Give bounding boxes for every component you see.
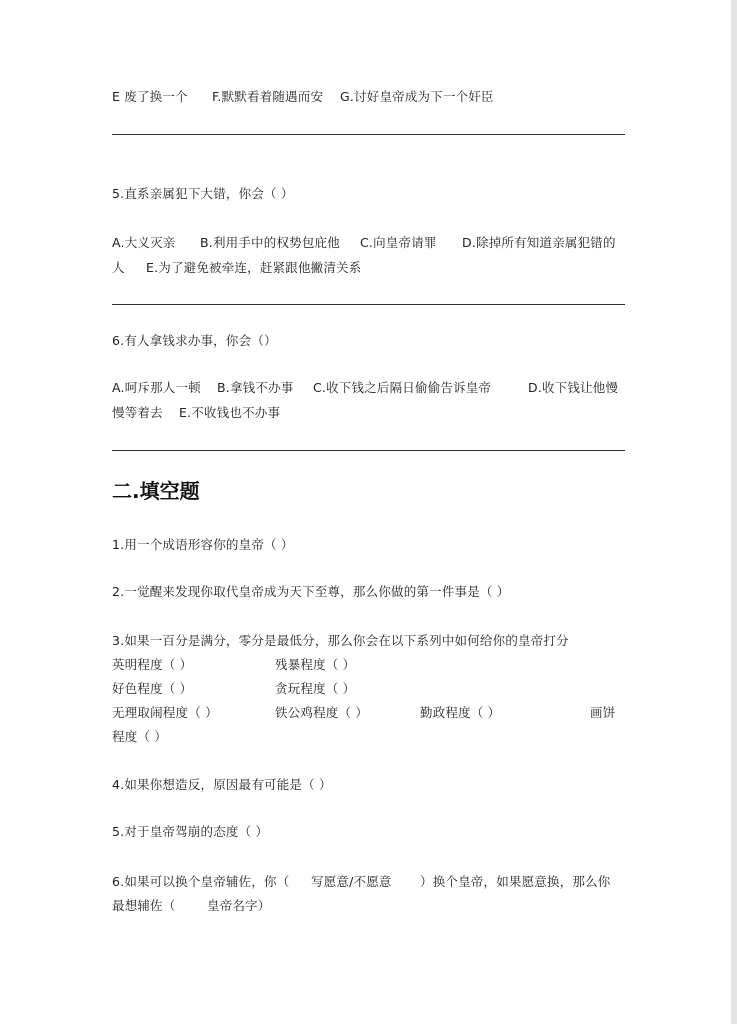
q5-option-d-cont: 人 xyxy=(112,260,125,275)
rating-cruelty: 残暴程度（ ） xyxy=(275,657,356,672)
q4-option-g: G.讨好皇帝成为下一个奸臣 xyxy=(340,89,494,104)
q5-option-d: D.除掉所有知道亲属犯错的 xyxy=(462,235,616,250)
q5-option-c: C.向皇帝请罪 xyxy=(360,235,437,250)
fill-q6-hint2: 皇帝名字） xyxy=(207,898,271,913)
q5-option-e: E.为了避免被牵连，赶紧跟他撇清关系 xyxy=(146,260,362,275)
q6-question: 6.有人拿钱求办事，你会（） xyxy=(112,333,277,348)
rating-wisdom: 英明程度（ ） xyxy=(112,657,193,672)
fill-q4: 4.如果你想造反，原因最有可能是（ ） xyxy=(112,777,332,792)
q4-option-e: E 废了换一个 xyxy=(112,89,188,104)
rating-empty-promise-cont: 程度（ ） xyxy=(112,729,167,744)
q5-option-a: A.大义灭亲 xyxy=(112,235,176,250)
page-edge xyxy=(731,0,737,1024)
fill-q1: 1.用一个成语形容你的皇帝（ ） xyxy=(112,537,294,552)
q5-option-b: B.利用手中的权势包庇他 xyxy=(200,235,340,250)
fill-q6-hint: 写愿意/不愿意 xyxy=(311,874,392,889)
divider xyxy=(112,134,625,135)
q6-option-b: B.拿钱不办事 xyxy=(217,380,294,395)
q6-option-d-cont: 慢等着去 xyxy=(112,405,163,420)
rating-lust: 好色程度（ ） xyxy=(112,681,193,696)
rating-empty-promise: 画饼 xyxy=(590,705,616,720)
fill-q6-part3: 最想辅佐（ xyxy=(112,898,176,913)
rating-playfulness: 贪玩程度（ ） xyxy=(275,681,356,696)
fill-q6-part2: ）换个皇帝，如果愿意换，那么你 xyxy=(420,874,611,889)
q6-option-c: C.收下钱之后隔日偷偷告诉皇帝 xyxy=(313,380,492,395)
rating-stingy: 铁公鸡程度（ ） xyxy=(275,705,369,720)
q6-option-d: D.收下钱让他慢 xyxy=(528,380,619,395)
fill-q5: 5.对于皇帝驾崩的态度（ ） xyxy=(112,824,269,839)
rating-unreasonable: 无理取闹程度（ ） xyxy=(112,705,218,720)
fill-q3: 3.如果一百分是满分，零分是最低分，那么你会在以下系列中如何给你的皇帝打分 xyxy=(112,633,569,648)
section-title: 二.填空题 xyxy=(112,479,200,503)
q6-option-a: A.呵斥那人一顿 xyxy=(112,380,201,395)
q4-option-f: F.默默看着随遇而安 xyxy=(212,89,324,104)
divider xyxy=(112,450,625,451)
rating-diligence: 勤政程度（ ） xyxy=(420,705,501,720)
q5-question: 5.直系亲属犯下大错，你会（ ） xyxy=(112,186,294,201)
fill-q6-part1: 6.如果可以换个皇帝辅佐，你（ xyxy=(112,874,290,889)
q6-option-e: E.不收钱也不办事 xyxy=(179,405,281,420)
divider xyxy=(112,304,625,305)
fill-q2: 2.一觉醒来发现你取代皇帝成为天下至尊，那么你做的第一件事是（ ） xyxy=(112,584,510,599)
